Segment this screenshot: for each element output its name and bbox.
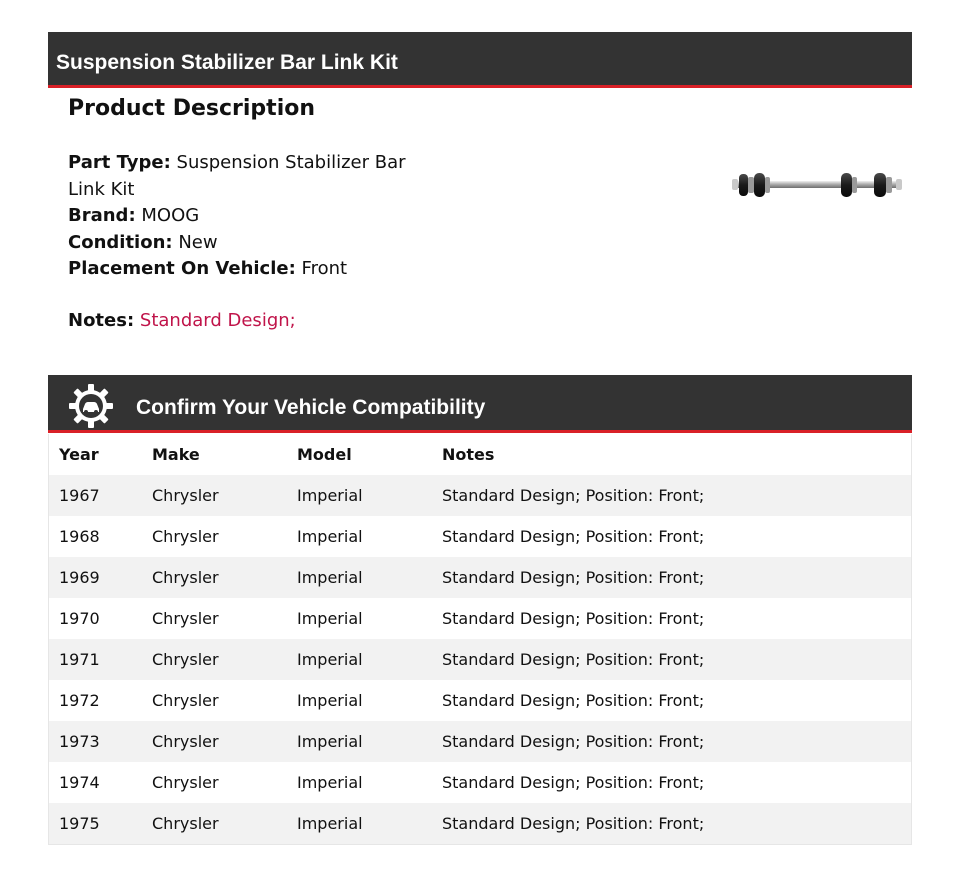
- cell-model: Imperial: [297, 814, 363, 833]
- notes-row: [68, 308, 296, 335]
- compatibility-title: Confirm Your Vehicle Compatibility: [136, 396, 486, 419]
- cell-model: Imperial: [297, 732, 363, 751]
- product-description-heading: Product Description: [68, 96, 316, 121]
- brand-value: MOOG: [141, 205, 200, 226]
- cell-make: Chrysler: [152, 609, 219, 628]
- notes-label: Notes:: [68, 310, 135, 331]
- cell-year: 1972: [59, 691, 100, 710]
- cell-model: Imperial: [297, 609, 363, 628]
- cell-make: Chrysler: [152, 568, 219, 587]
- placement-row: [68, 256, 443, 283]
- table-row: [49, 475, 911, 516]
- cell-model: Imperial: [297, 527, 363, 546]
- cell-year: 1968: [59, 527, 100, 546]
- cell-make: Chrysler: [152, 691, 219, 710]
- placement-value: Front: [301, 258, 348, 279]
- cell-notes: Standard Design; Position: Front;: [442, 691, 705, 710]
- cell-notes: Standard Design; Position: Front;: [442, 814, 705, 833]
- table-row: [49, 803, 911, 844]
- cell-year: 1970: [59, 609, 100, 628]
- cell-notes: Standard Design; Position: Front;: [442, 527, 705, 546]
- cell-model: Imperial: [297, 691, 363, 710]
- column-header-make: Make: [152, 445, 200, 464]
- cell-notes: Standard Design; Position: Front;: [442, 609, 705, 628]
- cell-make: Chrysler: [152, 527, 219, 546]
- cell-make: Chrysler: [152, 773, 219, 792]
- stabilizer-link-image: [728, 164, 906, 206]
- column-header-model: Model: [297, 445, 352, 464]
- table-row: [49, 598, 911, 639]
- product-details: [68, 150, 443, 283]
- cell-make: Chrysler: [152, 650, 219, 669]
- placement-label: Placement On Vehicle:: [68, 258, 296, 279]
- table-header: [49, 434, 911, 475]
- cell-year: 1971: [59, 650, 100, 669]
- table-row: [49, 639, 911, 680]
- page-title: Suspension Stabilizer Bar Link Kit: [56, 51, 398, 74]
- cell-model: Imperial: [297, 650, 363, 669]
- cell-make: Chrysler: [152, 732, 219, 751]
- cell-year: 1969: [59, 568, 100, 587]
- table-row: [49, 557, 911, 598]
- table-row: [49, 516, 911, 557]
- condition-value: New: [178, 231, 218, 253]
- compatibility-table: [48, 434, 912, 845]
- compatibility-bar: [48, 375, 912, 433]
- cell-make: Chrysler: [152, 486, 219, 505]
- cell-notes: Standard Design; Position: Front;: [442, 486, 705, 505]
- notes-value: Standard Design;: [139, 310, 296, 331]
- condition-label: Condition:: [68, 231, 173, 253]
- cell-year: 1975: [59, 814, 100, 833]
- cell-notes: Standard Design; Position: Front;: [442, 650, 705, 669]
- cell-model: Imperial: [297, 568, 363, 587]
- cell-notes: Standard Design; Position: Front;: [442, 773, 705, 792]
- cell-year: 1974: [59, 773, 100, 792]
- column-header-year: Year: [59, 445, 99, 464]
- condition-row: [68, 230, 443, 257]
- cell-notes: Standard Design; Position: Front;: [442, 568, 705, 587]
- column-header-notes: Notes: [442, 445, 495, 464]
- cell-notes: Standard Design; Position: Front;: [442, 732, 705, 751]
- brand-label: Brand:: [68, 205, 136, 226]
- part-type-row: [68, 150, 443, 203]
- table-row: [49, 680, 911, 721]
- gear-car-icon: [68, 383, 114, 429]
- brand-row: [68, 203, 443, 230]
- cell-model: Imperial: [297, 773, 363, 792]
- table-row: [49, 721, 911, 762]
- cell-model: Imperial: [297, 486, 363, 505]
- title-bar: [48, 32, 912, 88]
- cell-year: 1967: [59, 486, 100, 505]
- part-type-label: Part Type:: [68, 152, 171, 173]
- part-type-value: Suspension Stabilizer Bar Link Kit: [68, 152, 406, 200]
- cell-make: Chrysler: [152, 814, 219, 833]
- table-row: [49, 762, 911, 803]
- cell-year: 1973: [59, 732, 100, 751]
